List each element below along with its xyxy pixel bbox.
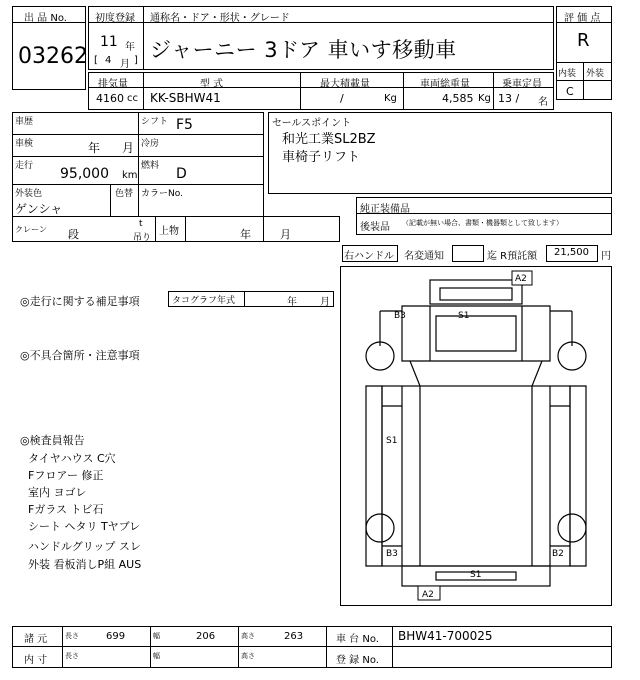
damage-mark: S1 bbox=[458, 311, 470, 321]
deck-label: 上物 bbox=[159, 226, 179, 237]
capacity: 13 / bbox=[498, 92, 520, 105]
crane-stage: 段 bbox=[68, 228, 79, 241]
tachograph-month-unit: 月 bbox=[320, 297, 330, 308]
width: 206 bbox=[196, 631, 216, 642]
inspector-line: Fフロアー 修正 bbox=[28, 469, 104, 482]
capacity-label: 乗車定員 bbox=[502, 79, 542, 90]
inspector-line: タイヤハウス C穴 bbox=[28, 452, 116, 465]
right-handle: 右ハンドル bbox=[344, 251, 394, 262]
inspector-label: ◎検査員報告 bbox=[20, 434, 85, 447]
footer-box bbox=[12, 626, 612, 668]
inspection-year-unit: 年 bbox=[88, 141, 101, 155]
damage-mark: B2 bbox=[552, 549, 564, 559]
inspector-line: Fガラス トビ石 bbox=[28, 503, 104, 516]
damage-mark: S1 bbox=[470, 570, 482, 580]
displacement-label: 排気量 bbox=[98, 79, 128, 90]
mileage: 95,000 bbox=[60, 166, 109, 182]
tachograph-year-unit: 年 bbox=[287, 297, 297, 308]
sales-line-2: 車椅子リフト bbox=[282, 150, 361, 165]
name-change-label: 名変通知 bbox=[404, 251, 444, 262]
deposit: 21,500 bbox=[554, 247, 589, 258]
reg-month-unit: 月 bbox=[120, 59, 130, 70]
inspector-line: 室内 ヨゴレ bbox=[28, 486, 87, 499]
car-name: ジャーニー 3ドア 車いす移動車 bbox=[150, 38, 457, 62]
reg-year-unit: 年 bbox=[125, 42, 135, 53]
color: ゲンシャ bbox=[15, 202, 63, 216]
reg-year: 11 bbox=[100, 34, 118, 50]
damage-mark: B3 bbox=[394, 311, 406, 321]
displacement-unit: cc bbox=[127, 93, 138, 104]
width-label: 幅 bbox=[153, 632, 160, 640]
crane-hang: 吊り bbox=[133, 233, 152, 243]
interior-grade: C bbox=[566, 85, 574, 98]
inspector-line: ハンドルグリップ スレ bbox=[28, 540, 141, 553]
max-load: / bbox=[340, 92, 344, 105]
height: 263 bbox=[284, 631, 304, 642]
gross-weight-label: 車両総重量 bbox=[420, 79, 470, 90]
color-no-label: カラーNo. bbox=[141, 189, 183, 199]
inspection-label: 車検 bbox=[15, 139, 34, 149]
damage-mark: B3 bbox=[386, 549, 398, 559]
reg-month: 4 bbox=[105, 55, 112, 66]
tachograph-label: タコグラフ年式 bbox=[172, 296, 236, 306]
chassis-label: 車 台 No. bbox=[336, 634, 379, 645]
aftermarket-note: （記載が無い場合、書類・機器類として致します） bbox=[402, 219, 563, 227]
name-label: 通称名・ドア・形状・グレード bbox=[150, 13, 290, 24]
overall-rating: R bbox=[577, 30, 590, 51]
damage-mark: A2 bbox=[422, 590, 434, 600]
defects-label: ◎不具合箇所・注意事項 bbox=[20, 349, 140, 362]
mileage-unit: km bbox=[122, 170, 138, 181]
interior-label: 内装 bbox=[558, 69, 577, 79]
inner-width-label: 幅 bbox=[153, 652, 160, 660]
crane-t: t bbox=[139, 219, 143, 229]
displacement: 4160 bbox=[96, 92, 124, 105]
model: KK-SBHW41 bbox=[150, 91, 221, 105]
color-label: 外装色 bbox=[15, 189, 43, 199]
exterior-label: 外装 bbox=[586, 69, 605, 79]
dims-label: 諸 元 bbox=[24, 634, 48, 645]
shift: F5 bbox=[176, 117, 193, 133]
inner-height-label: 高さ bbox=[241, 652, 255, 660]
aftermarket-label: 後装品 bbox=[360, 222, 390, 233]
running-notes-label: ◎走行に関する補足事項 bbox=[20, 295, 140, 308]
capacity-unit: 名 bbox=[538, 97, 548, 108]
max-load-label: 最大積載量 bbox=[320, 79, 370, 90]
mileage-label: 走行 bbox=[15, 161, 34, 171]
height-label: 高さ bbox=[241, 632, 255, 640]
rating-label: 評 価 点 bbox=[564, 13, 601, 24]
lot-number-label: 出 品 No. bbox=[24, 13, 67, 24]
gross-weight: 4,585 bbox=[442, 92, 474, 105]
history-label: 車歴 bbox=[15, 117, 34, 127]
name-change-box bbox=[452, 245, 484, 262]
gross-weight-unit: Kg bbox=[478, 93, 491, 104]
inner-label: 内 寸 bbox=[24, 655, 48, 666]
crane-label: クレーン bbox=[15, 225, 47, 234]
recycle-label: 迄 R預託額 bbox=[487, 251, 538, 262]
damage-mark: S1 bbox=[386, 436, 398, 446]
damage-mark: A2 bbox=[515, 274, 527, 284]
max-load-unit: Kg bbox=[384, 93, 397, 104]
inspector-line: 外装 看板消しP組 AUS bbox=[28, 558, 142, 571]
chassis-no: BHW41-700025 bbox=[398, 629, 493, 643]
sales-point-label: セールスポイント bbox=[272, 118, 352, 129]
lot-number: 03262 bbox=[18, 44, 88, 69]
length: 699 bbox=[106, 631, 126, 642]
inner-length-label: 長さ bbox=[65, 652, 79, 660]
reg-no-label: 登 録 No. bbox=[336, 655, 379, 666]
inspection-month-unit: 月 bbox=[122, 141, 135, 155]
length-label: 長さ bbox=[65, 632, 79, 640]
inspector-line: シート ヘタリ Tヤブレ bbox=[28, 520, 141, 533]
shift-label: シフト bbox=[141, 117, 169, 127]
ac-label: 冷房 bbox=[141, 139, 160, 149]
model-label: 型 式 bbox=[200, 79, 224, 90]
color-code-label: 色替 bbox=[115, 189, 134, 199]
fuel-label: 燃料 bbox=[141, 161, 160, 171]
sales-line-1: 和光工業SL2BZ bbox=[282, 132, 376, 147]
vehicle-diagram bbox=[340, 266, 612, 606]
deck-year-unit: 年 bbox=[240, 228, 251, 241]
equipment-label: 純正装備品 bbox=[360, 204, 410, 215]
deck-month-unit: 月 bbox=[280, 228, 291, 241]
fuel: D bbox=[176, 166, 187, 182]
yen-unit: 円 bbox=[601, 251, 611, 262]
first-registration-label: 初度登録 bbox=[95, 13, 135, 24]
